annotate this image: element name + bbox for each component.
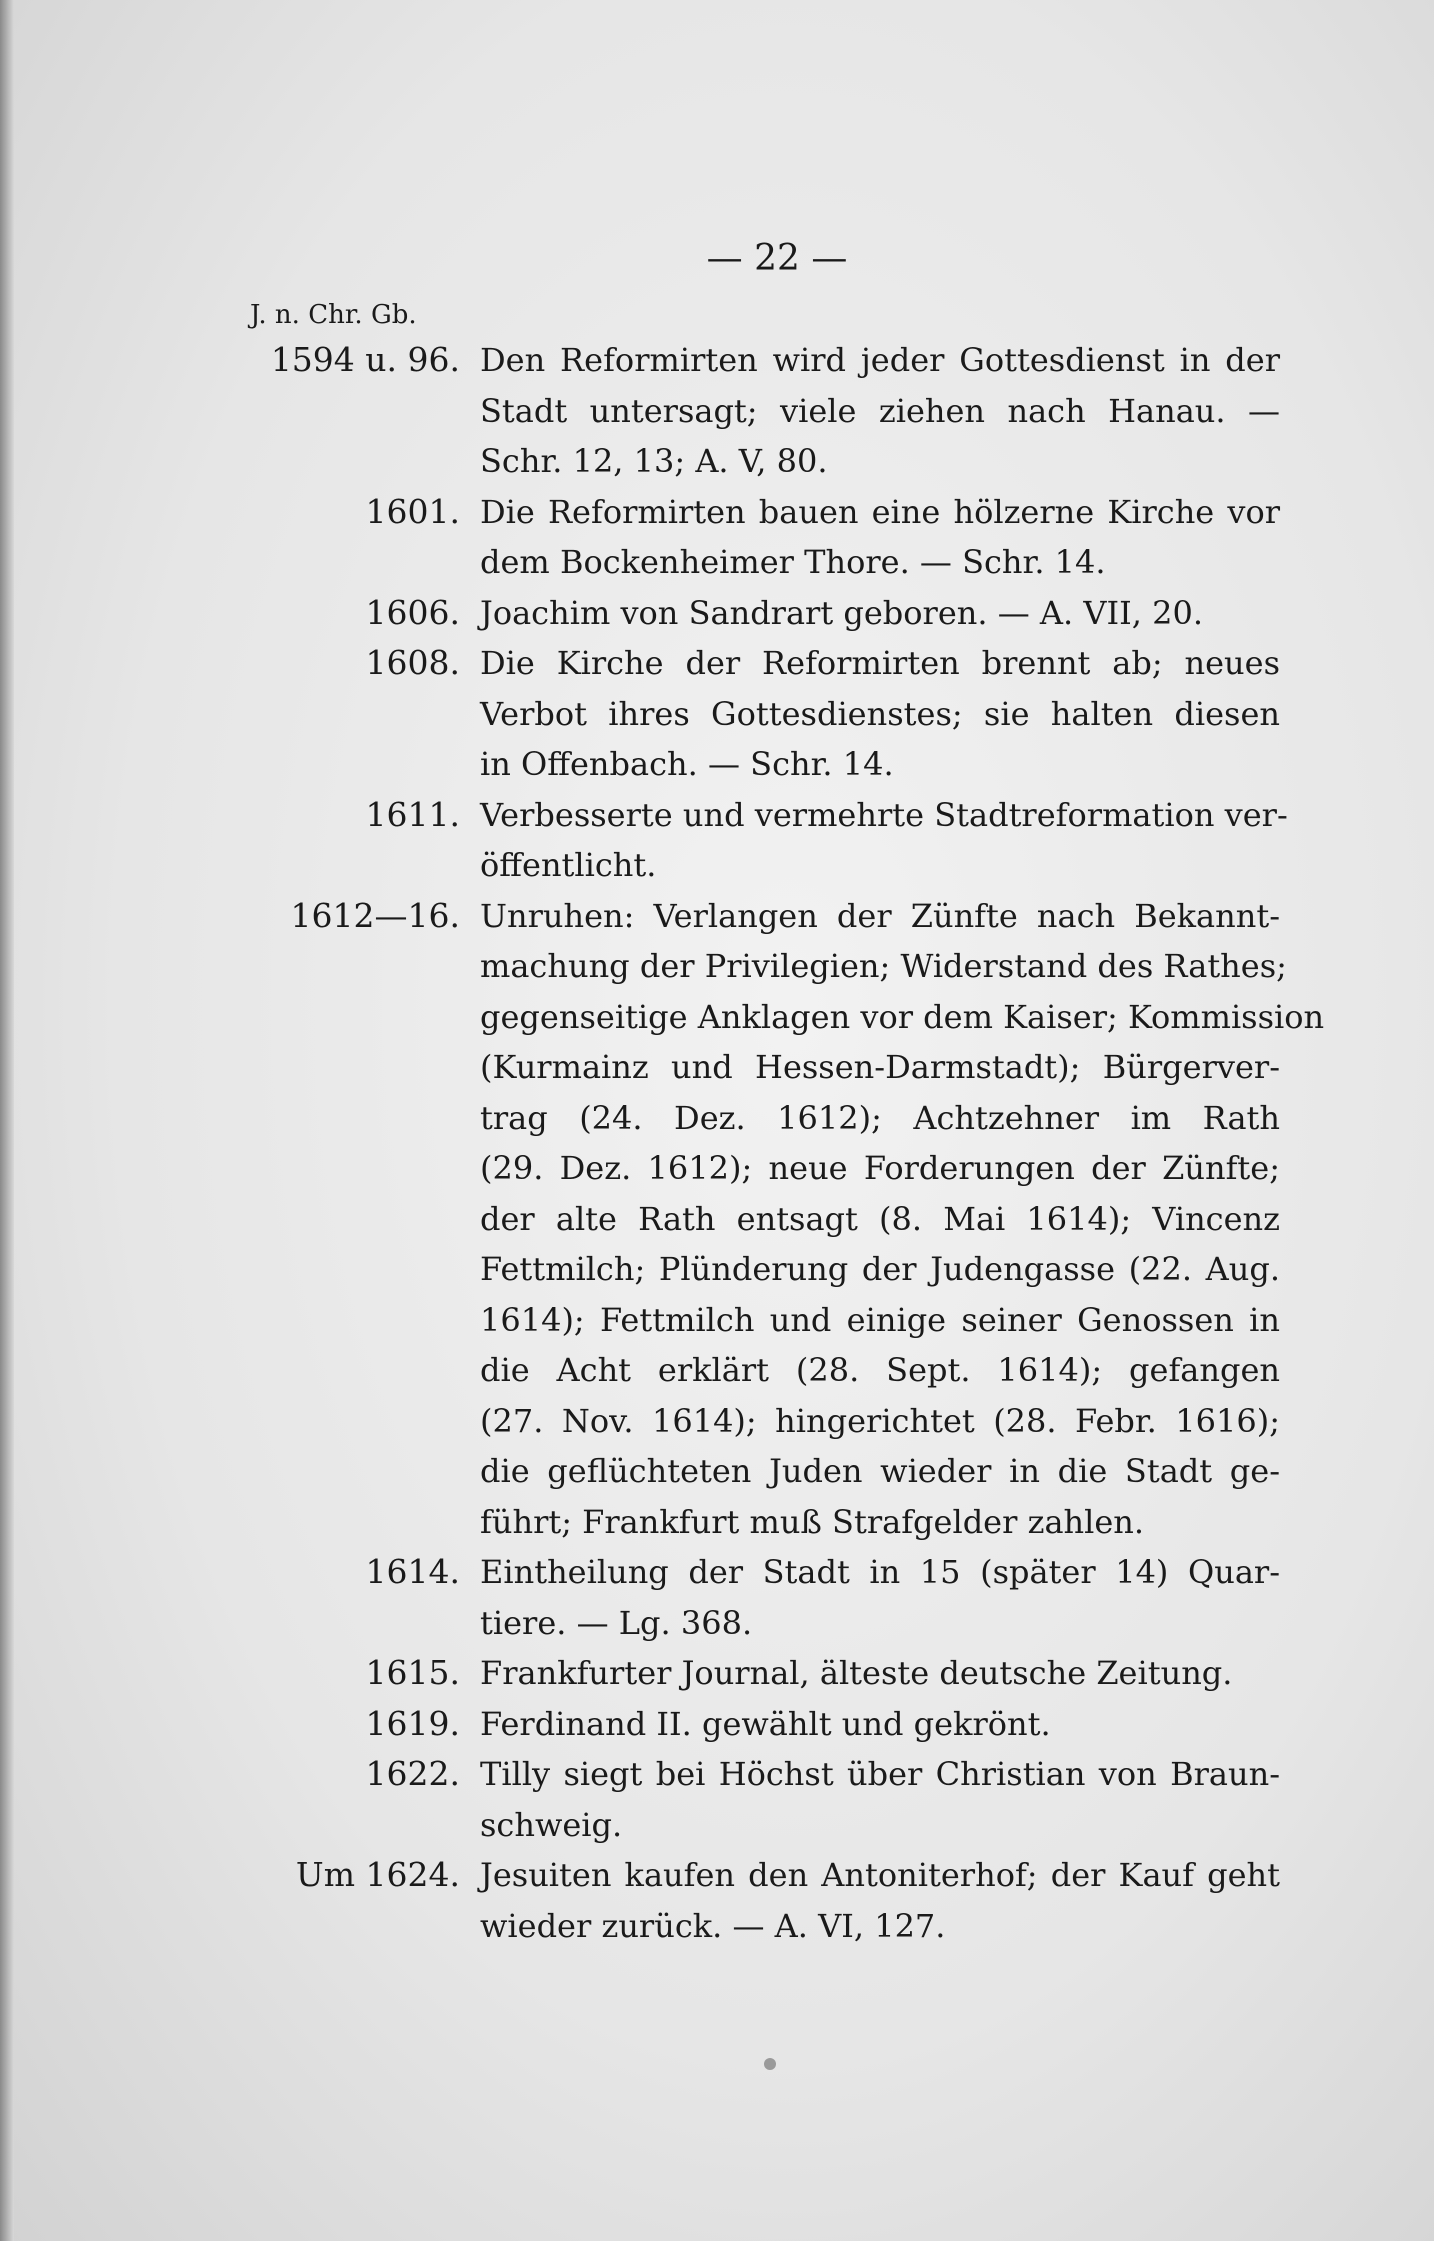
entry-year: 1612—16.: [290, 895, 460, 935]
entry-text-line: schweig.: [480, 1805, 623, 1844]
entry-text-line: Den Reformirten wird jeder Gottesdienst in der: [480, 341, 1280, 379]
entry-text-line: die geflüchteten Juden wieder in die Stadt ge-: [480, 1452, 1280, 1490]
entry-year: 1606.: [365, 592, 460, 632]
entry-text-line: Schr. 12, 13; A. V, 80.: [480, 442, 828, 480]
entry-text-line: Tilly siegt bei Höchst über Christian von Braun-: [480, 1755, 1280, 1793]
entry-text: [480, 1699, 1280, 1750]
entry-text: [480, 335, 1280, 487]
entry-text: [480, 1648, 1280, 1699]
entry-text-line: (Kurmainz und Hessen-Darmstadt); Bürgerver-: [480, 1048, 1280, 1086]
entry-text-line: (29. Dez. 1612); neue Forderungen der Zünfte;: [480, 1149, 1280, 1187]
entry-text-line: Unruhen: Verlangen der Zünfte nach Bekannt-: [480, 896, 1280, 935]
entry-text: [480, 487, 1280, 588]
entry-text-line: Frankfurter Journal, älteste deutsche Zeitung.: [480, 1654, 1233, 1692]
entry-year: 1622.: [365, 1754, 460, 1793]
entry-text: [480, 1547, 1280, 1648]
entry-text-line: Eintheilung der Stadt in 15 (später 14) Quar-: [480, 1553, 1280, 1591]
entry-year: 1615.: [365, 1653, 460, 1692]
entry-text-line: Verbesserte und vermehrte Stadtreformation ver-: [480, 795, 1288, 834]
entry-year: 1611.: [365, 794, 460, 834]
page-binding-shadow: [0, 0, 14, 2241]
entry-text-line: der alte Rath entsagt (8. Mai 1614); Vincenz: [480, 1199, 1280, 1238]
year-column-header: J. n. Chr. Gb.: [250, 300, 417, 330]
entry-text-line: Die Kirche der Reformirten brennt ab; neues: [480, 644, 1280, 682]
page-number: — 22 —: [706, 238, 848, 279]
entry-text: [480, 790, 1288, 891]
entry-text-line: Jesuiten kaufen den Antoniterhof; der Kauf geht: [480, 1856, 1280, 1894]
entry-text-line: öffentlicht.: [480, 846, 657, 884]
entry-text-line: in Offenbach. — Schr. 14.: [480, 745, 894, 783]
entry-text: [480, 891, 1325, 1548]
entry-text-line: machung der Privilegien; Widerstand des Rathes;: [480, 947, 1287, 985]
entry-year: 1594 u. 96.: [270, 340, 460, 379]
entry-text-line: (27. Nov. 1614); hingerichtet (28. Febr. 1616);: [480, 1401, 1280, 1440]
entry-text-line: führt; Frankfurt muß Strafgelder zahlen.: [480, 1502, 1145, 1541]
entry-text-line: Stadt untersagt; viele ziehen nach Hanau. —: [480, 391, 1280, 430]
entry-text: [480, 1749, 1280, 1850]
entry-text-line: 1614); Fettmilch und einige seiner Genossen in: [480, 1300, 1280, 1339]
entry-text-line: dem Bockenheimer Thore. — Schr. 14.: [480, 543, 1106, 581]
print-speck: [764, 2058, 776, 2070]
entry-text-line: Ferdinand II. gewählt und gekrönt.: [480, 1704, 1051, 1743]
entry-text-line: gegenseitige Anklagen vor dem Kaiser; Kommission: [480, 997, 1325, 1036]
entry-year: 1619.: [365, 1703, 460, 1743]
entry-year: Um 1624.: [295, 1855, 460, 1894]
entry-text-line: wieder zurück. — A. VI, 127.: [480, 1906, 946, 1945]
entry-text: [480, 638, 1280, 790]
entry-text-line: trag (24. Dez. 1612); Achtzehner im Rath: [480, 1098, 1280, 1137]
entry-text-line: Fettmilch; Plünderung der Judengasse (22. Aug.: [480, 1250, 1280, 1288]
entry-year: 1601.: [365, 491, 460, 531]
entry-text-line: tiere. — Lg. 368.: [480, 1603, 753, 1642]
entry-text: [480, 1850, 1280, 1951]
entry-text-line: Die Reformirten bauen eine hölzerne Kirche vor: [480, 492, 1280, 531]
entry-text-line: Joachim von Sandrart geboren. — A. VII, 20.: [480, 593, 1203, 632]
entry-year: 1614.: [365, 1552, 460, 1591]
entry-year: 1608.: [365, 643, 460, 682]
entry-text-line: Verbot ihres Gottesdienstes; sie halten diesen: [480, 694, 1280, 733]
entry-text: [480, 588, 1280, 639]
entry-text-line: die Acht erklärt (28. Sept. 1614); gefangen: [480, 1351, 1280, 1389]
